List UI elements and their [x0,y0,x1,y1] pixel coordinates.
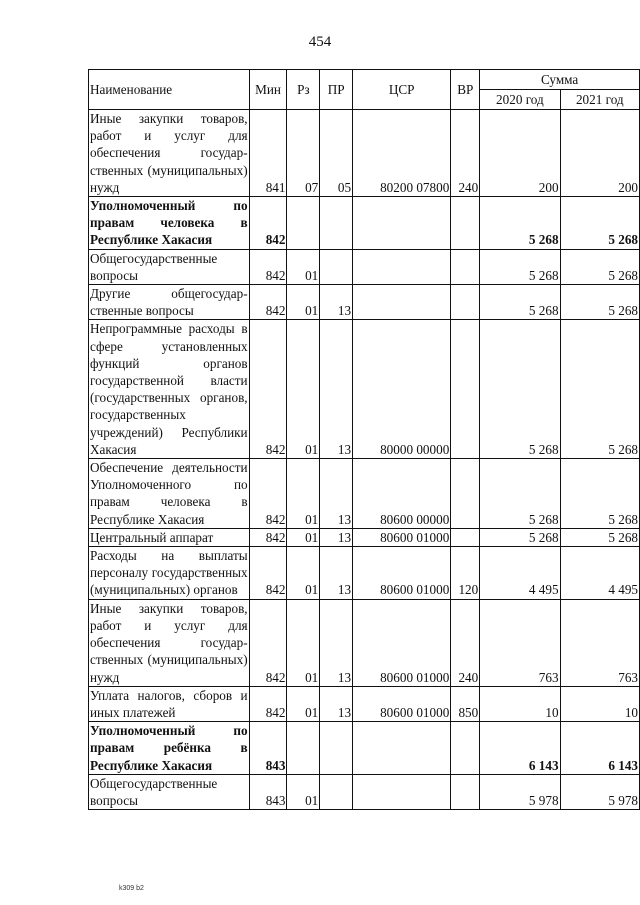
cell-pr [320,197,353,250]
cell-name: Расходы на выплаты персоналу государственных (муниципальных) органов [90,548,248,598]
cell-pr: 13 [320,459,353,529]
cell-s2021: 5 268 [560,285,639,320]
cell-s2020: 5 268 [480,197,560,250]
cell-vr [451,197,480,250]
cell-s2021: 200 [560,110,639,197]
cell-min: 842 [249,459,287,529]
cell-vr [451,459,480,529]
cell-csr [353,197,451,250]
cell-s2020: 5 268 [480,285,560,320]
table-row [89,774,640,809]
cell-s2021: 5 268 [560,197,639,250]
header-sum: Сумма [480,70,640,90]
cell-s2020: 5 268 [480,459,560,529]
table-row [89,320,640,459]
cell-vr [451,774,480,809]
cell-pr: 05 [320,110,353,197]
cell-rz: 01 [287,249,320,284]
cell-min: 841 [249,110,287,197]
cell-rz [287,722,320,775]
cell-rz: 01 [287,547,320,600]
cell-csr: 80000 00000 [353,320,451,459]
table-row [89,459,640,529]
cell-min: 842 [249,197,287,250]
cell-s2020: 763 [480,599,560,686]
cell-rz: 01 [287,285,320,320]
cell-pr: 13 [320,320,353,459]
cell-min: 842 [249,686,287,721]
table-row [89,197,640,250]
cell-vr [451,722,480,775]
table-row [89,722,640,775]
cell-name: Иные закупки товаров, работ и услуг для обеспечения государственных (муниципальных) нужд [90,111,248,195]
cell-name: Другие общегосударственные вопросы [90,286,248,319]
cell-min: 842 [249,249,287,284]
cell-s2021: 763 [560,599,639,686]
table-row [89,285,640,320]
budget-table [88,69,640,810]
cell-pr: 13 [320,285,353,320]
cell-rz: 01 [287,459,320,529]
cell-csr: 80600 00000 [353,459,451,529]
cell-min: 843 [249,722,287,775]
cell-csr: 80600 01000 [353,528,451,546]
cell-vr [451,285,480,320]
cell-min: 842 [249,285,287,320]
cell-rz: 01 [287,599,320,686]
cell-rz: 07 [287,110,320,197]
cell-s2021: 5 268 [560,249,639,284]
cell-s2021: 10 [560,686,639,721]
cell-name: Уполномоченный по правам человека в Республике Хакасия [90,198,248,248]
cell-name: Непрограммные расходы в сфере установленных функций органов государственной власти (государственных органов, государственных учреждений) Республики Хакасия [90,321,248,457]
cell-min: 842 [249,320,287,459]
cell-name: Общегосударственные вопросы [89,249,250,284]
cell-s2020: 5 268 [480,528,560,546]
cell-csr: 80600 01000 [353,686,451,721]
cell-min: 842 [249,528,287,546]
cell-csr: 80200 07800 [353,110,451,197]
header-vr: ВР [451,70,480,110]
cell-pr [320,774,353,809]
cell-s2020: 200 [480,110,560,197]
table-row [89,249,640,284]
cell-pr: 13 [320,686,353,721]
cell-name: Центральный аппарат [89,528,250,546]
cell-vr: 120 [451,547,480,600]
footer-code: k309 b2 [119,885,144,892]
cell-rz: 01 [287,686,320,721]
cell-min: 842 [249,599,287,686]
cell-csr [353,722,451,775]
cell-pr [320,722,353,775]
header-pr: ПР [320,70,353,110]
cell-name: Иные закупки товаров, работ и услуг для обеспечения государственных (муниципальных) нужд [90,600,248,685]
cell-pr: 13 [320,599,353,686]
cell-csr [353,249,451,284]
cell-vr: 850 [451,686,480,721]
cell-csr: 80600 01000 [353,599,451,686]
table-row [89,599,640,686]
header-name: Наименование [89,70,250,110]
header-2020: 2020 год [480,90,560,110]
cell-csr [353,285,451,320]
table-row [89,110,640,197]
table-row [89,528,640,546]
cell-s2020: 5 978 [480,774,560,809]
cell-vr [451,320,480,459]
cell-name: Уплата налогов, сборов и иных платежей [90,687,248,720]
cell-csr: 80600 01000 [353,547,451,600]
header-min: Мин [249,70,287,110]
table-row [89,547,640,600]
cell-name: Обеспечение деятельности Уполномоченного по правам человека в Республике Хакасия [90,460,248,527]
cell-s2021: 5 268 [560,459,639,529]
cell-s2020: 10 [480,686,560,721]
table-row [89,686,640,721]
page-number: 454 [308,34,332,50]
cell-s2020: 6 143 [480,722,560,775]
header-2021: 2021 год [560,90,639,110]
cell-s2020: 5 268 [480,320,560,459]
cell-pr: 13 [320,528,353,546]
cell-rz [287,197,320,250]
cell-vr: 240 [451,599,480,686]
cell-rz: 01 [287,528,320,546]
cell-vr [451,249,480,284]
cell-name: Уполномоченный по правам ребёнка в Республике Хакасия [90,723,248,773]
cell-rz: 01 [287,320,320,459]
header-rz: Рз [287,70,320,110]
cell-name: Общегосударственные вопросы [89,774,250,809]
header-csr: ЦСР [353,70,451,110]
table-body [89,110,640,810]
cell-s2021: 4 495 [560,547,639,600]
cell-csr [353,774,451,809]
cell-min: 843 [249,774,287,809]
cell-min: 842 [249,547,287,600]
cell-rz: 01 [287,774,320,809]
cell-vr: 240 [451,110,480,197]
cell-s2021: 5 978 [560,774,639,809]
cell-vr [451,528,480,546]
cell-s2020: 5 268 [480,249,560,284]
cell-s2020: 4 495 [480,547,560,600]
cell-s2021: 6 143 [560,722,639,775]
cell-s2021: 5 268 [560,528,639,546]
cell-pr: 13 [320,547,353,600]
cell-s2021: 5 268 [560,320,639,459]
cell-pr [320,249,353,284]
